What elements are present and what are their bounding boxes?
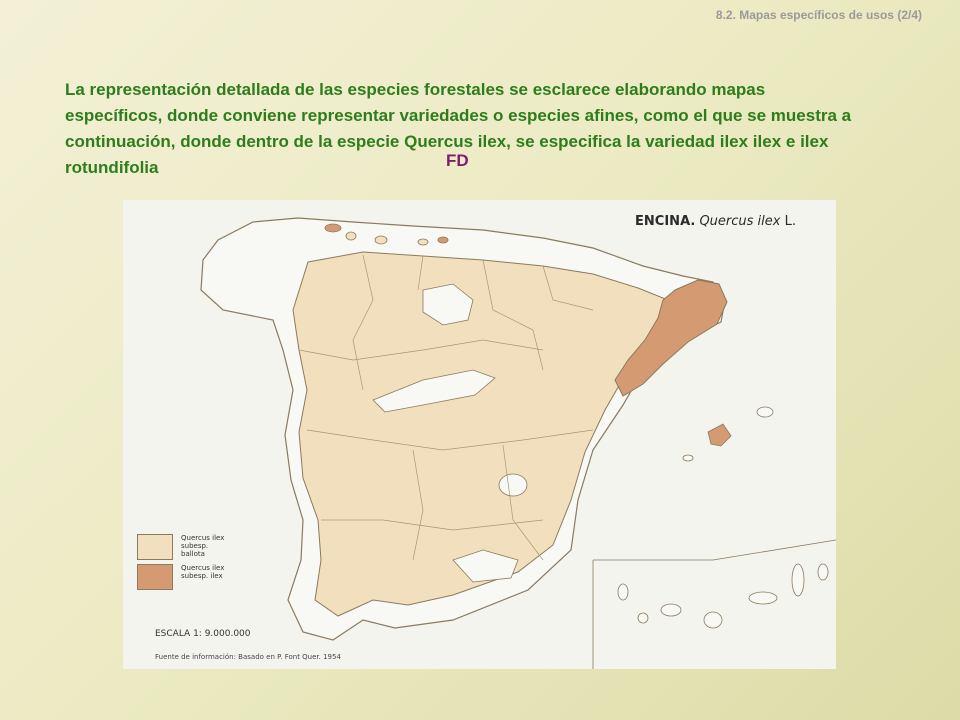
balearic-island: [708, 424, 731, 446]
canary-inset-frame: [593, 540, 836, 560]
north-coast-patch: [346, 232, 356, 240]
map-title: [635, 214, 796, 229]
map-source: Fuente de información: Basado en P. Font Quer. 1954: [155, 653, 341, 661]
north-coast-patch: [375, 236, 387, 244]
north-coast-patch: [438, 237, 448, 243]
map-title-author: L.: [780, 214, 796, 229]
canary-islands: [618, 564, 828, 628]
balearic-island: [757, 407, 773, 417]
legend-item-ballota: [137, 534, 231, 560]
interior-gap: [499, 474, 527, 496]
map-title-common-name: ENCINA.: [635, 214, 696, 229]
legend-label-ilex: Quercus ilex subesp. ilex: [181, 564, 225, 580]
fd-note: FD: [446, 151, 469, 170]
legend-label-ballota: Quercus ilex subesp. ballota: [181, 534, 225, 558]
legend-swatch-ilex: [137, 564, 173, 590]
map-canvas: [123, 200, 836, 669]
map-scale: ESCALA 1: 9.000.000: [155, 629, 251, 639]
legend-swatch-ballota: [137, 534, 173, 560]
north-coast-patch: [325, 224, 341, 232]
slide-section-title: 8.2. Mapas específicos de usos (2/4): [715, 8, 922, 22]
north-coast-patch: [418, 239, 428, 245]
species-distribution-map: [123, 200, 836, 669]
balearic-island: [683, 455, 693, 461]
map-title-scientific-name: Quercus ilex: [699, 214, 781, 229]
legend-item-ilex: [137, 564, 231, 590]
body-paragraph: La representación detallada de las especies forestales se esclarece elaborando mapas específicos, donde conviene representar variedades o especies afines, como el que se muestra a continuación, donde dentro de la especie Quercus ilex, se especifica la variedad ilex ilex e ilex rotundifolia: [65, 80, 852, 177]
